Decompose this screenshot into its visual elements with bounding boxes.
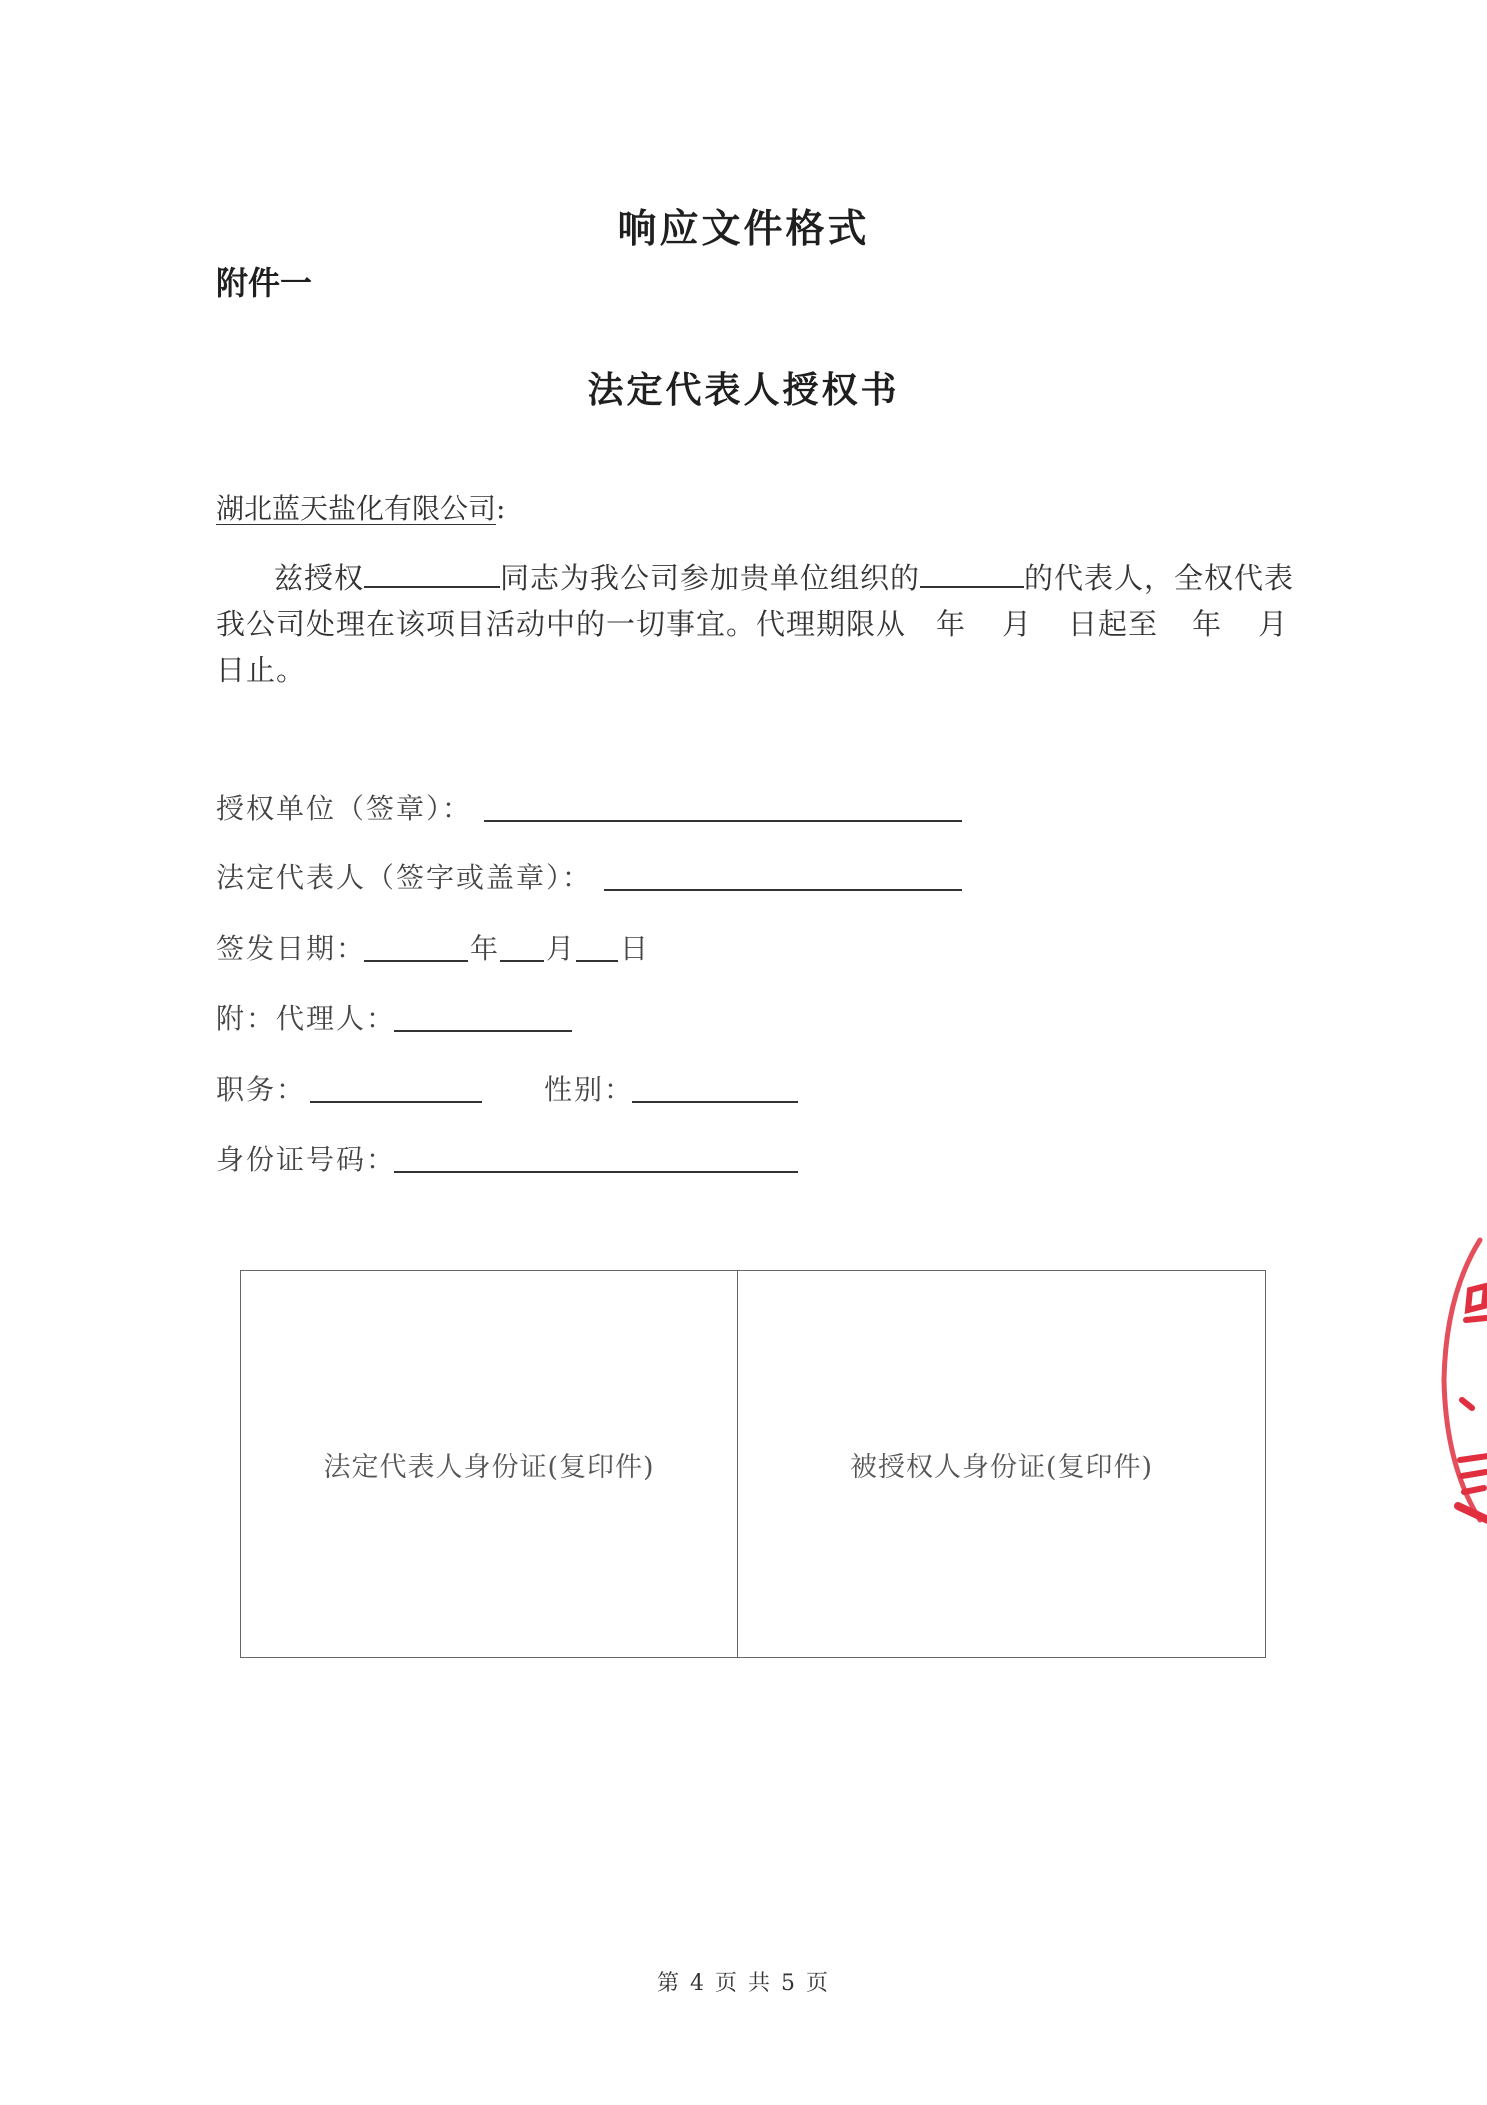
seal-graphic [1420, 1220, 1487, 1540]
body-day-from: 日起至 [1068, 607, 1159, 641]
body-year-from: 年 [936, 607, 967, 641]
agent-id-box[interactable] [738, 1271, 1265, 1657]
body-line-1 [216, 555, 1296, 601]
body-handle-text: 我公司处理在该项目活动中的一切事宜。代理期限从 [216, 607, 907, 641]
body-representative-text: 的代表人，全权代表 [1024, 561, 1295, 595]
body-line-2 [216, 601, 1296, 647]
position-line[interactable] [310, 1101, 482, 1103]
document-title: 响应文件格式 [617, 206, 870, 252]
legal-rep-id-box[interactable] [241, 1271, 738, 1657]
authorizing-unit-label: 授权单位（签章）： [216, 792, 473, 825]
page-number: 第 4 页 共 5 页 [657, 1971, 830, 1996]
body-until-text: 日止。 [216, 653, 307, 687]
issue-month-line[interactable] [500, 960, 544, 962]
id-number-label: 身份证号码： [216, 1143, 397, 1176]
gender-line[interactable] [632, 1101, 798, 1103]
recipient-suffix: : [496, 492, 506, 525]
issue-date-label: 签发日期： [216, 932, 367, 965]
issue-day-text: 日 [620, 932, 651, 965]
legal-rep-line[interactable] [604, 889, 962, 891]
company-seal [1420, 1220, 1487, 1540]
agent-line[interactable] [394, 1030, 572, 1032]
body-line-3 [216, 647, 1296, 693]
form-title: 法定代表人授权书 [587, 369, 900, 411]
authorized-person-blank[interactable] [364, 560, 500, 588]
agent-id-label: 被授权人身份证(复印件) [849, 1451, 1154, 1483]
issue-year-line[interactable] [364, 960, 468, 962]
body-month-from: 月 [1002, 607, 1033, 641]
attachment-label: 附件一 [216, 264, 313, 302]
gender-label: 性别： [544, 1073, 635, 1106]
legal-rep-id-label: 法定代表人身份证(复印件) [323, 1451, 655, 1483]
issue-day-line[interactable] [576, 960, 618, 962]
agent-label: 附：代理人： [216, 1002, 397, 1035]
body-grant-text: 兹授权 [274, 561, 365, 595]
legal-rep-label: 法定代表人（签字或盖章）： [216, 861, 593, 894]
recipient [216, 487, 505, 527]
authorization-body [216, 555, 1296, 693]
id-copy-table [240, 1270, 1266, 1658]
project-name-blank[interactable] [920, 560, 1024, 588]
position-label: 职务： [216, 1073, 307, 1106]
issue-month-text: 月 [546, 932, 577, 965]
issue-year-text: 年 [470, 932, 501, 965]
id-number-line[interactable] [394, 1171, 798, 1173]
body-year-to: 年 [1192, 607, 1223, 641]
body-month-to: 月 [1258, 607, 1289, 641]
body-comrade-text: 同志为我公司参加贵单位组织的 [500, 561, 921, 595]
authorizing-unit-line[interactable] [484, 820, 962, 822]
recipient-name: 湖北蓝天盐化有限公司 [216, 492, 497, 525]
